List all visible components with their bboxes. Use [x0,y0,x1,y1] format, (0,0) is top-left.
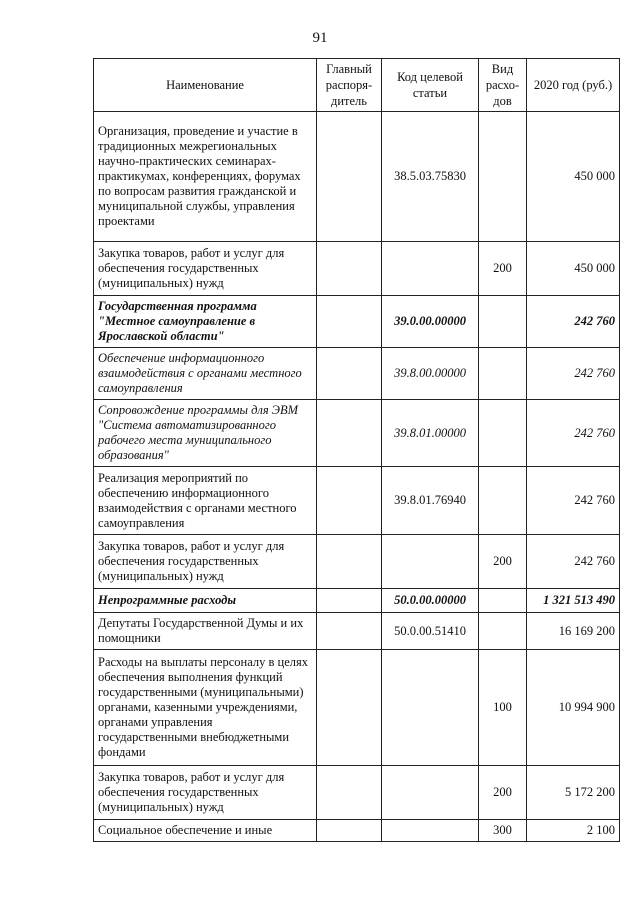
cell-amount: 242 760 [527,400,620,467]
cell-name: Социальное обеспечение и иные [94,820,317,842]
table-row [94,348,620,400]
table-row [94,467,620,535]
cell-manager [317,650,382,766]
cell-manager [317,766,382,820]
cell-type: 100 [479,650,527,766]
cell-name: Государственная программа "Местное самоуправление в Ярославской области" [94,296,317,348]
header-manager: Главный распоря-дитель [317,59,382,112]
cell-amount: 1 321 513 490 [527,589,620,613]
cell-type [479,112,527,242]
cell-manager [317,589,382,613]
cell-name: Закупка товаров, работ и услуг для обеспечения государственных (муниципальных) нужд [94,242,317,296]
cell-code [382,820,479,842]
cell-code: 50.0.00.00000 [382,589,479,613]
cell-type: 200 [479,535,527,589]
budget-table [93,58,620,842]
cell-code [382,242,479,296]
table-row [94,242,620,296]
table-row [94,650,620,766]
cell-manager [317,296,382,348]
cell-name: Закупка товаров, работ и услуг для обеспечения государственных (муниципальных) нужд [94,535,317,589]
table-body [94,112,620,842]
table-row [94,766,620,820]
cell-type [479,589,527,613]
table-row [94,535,620,589]
table-row [94,296,620,348]
cell-manager [317,467,382,535]
cell-manager [317,535,382,589]
header-type: Вид расхо-дов [479,59,527,112]
cell-name: Непрограммные расходы [94,589,317,613]
cell-manager [317,613,382,650]
cell-manager [317,242,382,296]
cell-amount: 450 000 [527,242,620,296]
cell-manager [317,820,382,842]
cell-name: Сопровождение программы для ЭВМ "Система автоматизированного рабочего места муниципального образования" [94,400,317,467]
cell-amount: 242 760 [527,467,620,535]
cell-amount: 450 000 [527,112,620,242]
cell-type [479,348,527,400]
header-amount: 2020 год (руб.) [527,59,620,112]
cell-name: Организация, проведение и участие в традиционных межрегиональных научно-практических семинарах-практикумах, конференциях, форумах по вопросам развития гражданской и муниципальной службы, управления проектами [94,112,317,242]
cell-manager [317,112,382,242]
cell-amount: 242 760 [527,348,620,400]
cell-name: Обеспечение информационного взаимодействия с органами местного самоуправления [94,348,317,400]
cell-code: 50.0.00.51410 [382,613,479,650]
cell-code [382,650,479,766]
cell-amount: 242 760 [527,296,620,348]
table-row [94,112,620,242]
table-row [94,400,620,467]
table-header [94,59,620,112]
cell-amount: 10 994 900 [527,650,620,766]
cell-manager [317,400,382,467]
cell-code [382,766,479,820]
cell-name: Закупка товаров, работ и услуг для обеспечения государственных (муниципальных) нужд [94,766,317,820]
cell-manager [317,348,382,400]
cell-amount: 16 169 200 [527,613,620,650]
header-row [94,59,620,112]
cell-amount: 242 760 [527,535,620,589]
table-row [94,820,620,842]
cell-amount: 2 100 [527,820,620,842]
cell-code [382,535,479,589]
cell-name: Депутаты Государственной Думы и их помощники [94,613,317,650]
header-name: Наименование [94,59,317,112]
cell-code: 38.5.03.75830 [382,112,479,242]
cell-name: Реализация мероприятий по обеспечению информационного взаимодействия с органами местного самоуправления [94,467,317,535]
cell-name: Расходы на выплаты персоналу в целях обеспечения выполнения функций государственными (муниципальными) органами, казенными учреждениями, органами управления государственными внебюджетными фондами [94,650,317,766]
cell-type [479,400,527,467]
table-row [94,589,620,613]
cell-type [479,613,527,650]
cell-code: 39.8.00.00000 [382,348,479,400]
cell-type [479,467,527,535]
cell-code: 39.0.00.00000 [382,296,479,348]
cell-type: 200 [479,766,527,820]
table-row [94,613,620,650]
cell-code: 39.8.01.00000 [382,400,479,467]
page-number: 91 [312,30,328,46]
header-code: Код целевой статьи [382,59,479,112]
cell-code: 39.8.01.76940 [382,467,479,535]
cell-type: 300 [479,820,527,842]
cell-amount: 5 172 200 [527,766,620,820]
cell-type [479,296,527,348]
cell-type: 200 [479,242,527,296]
